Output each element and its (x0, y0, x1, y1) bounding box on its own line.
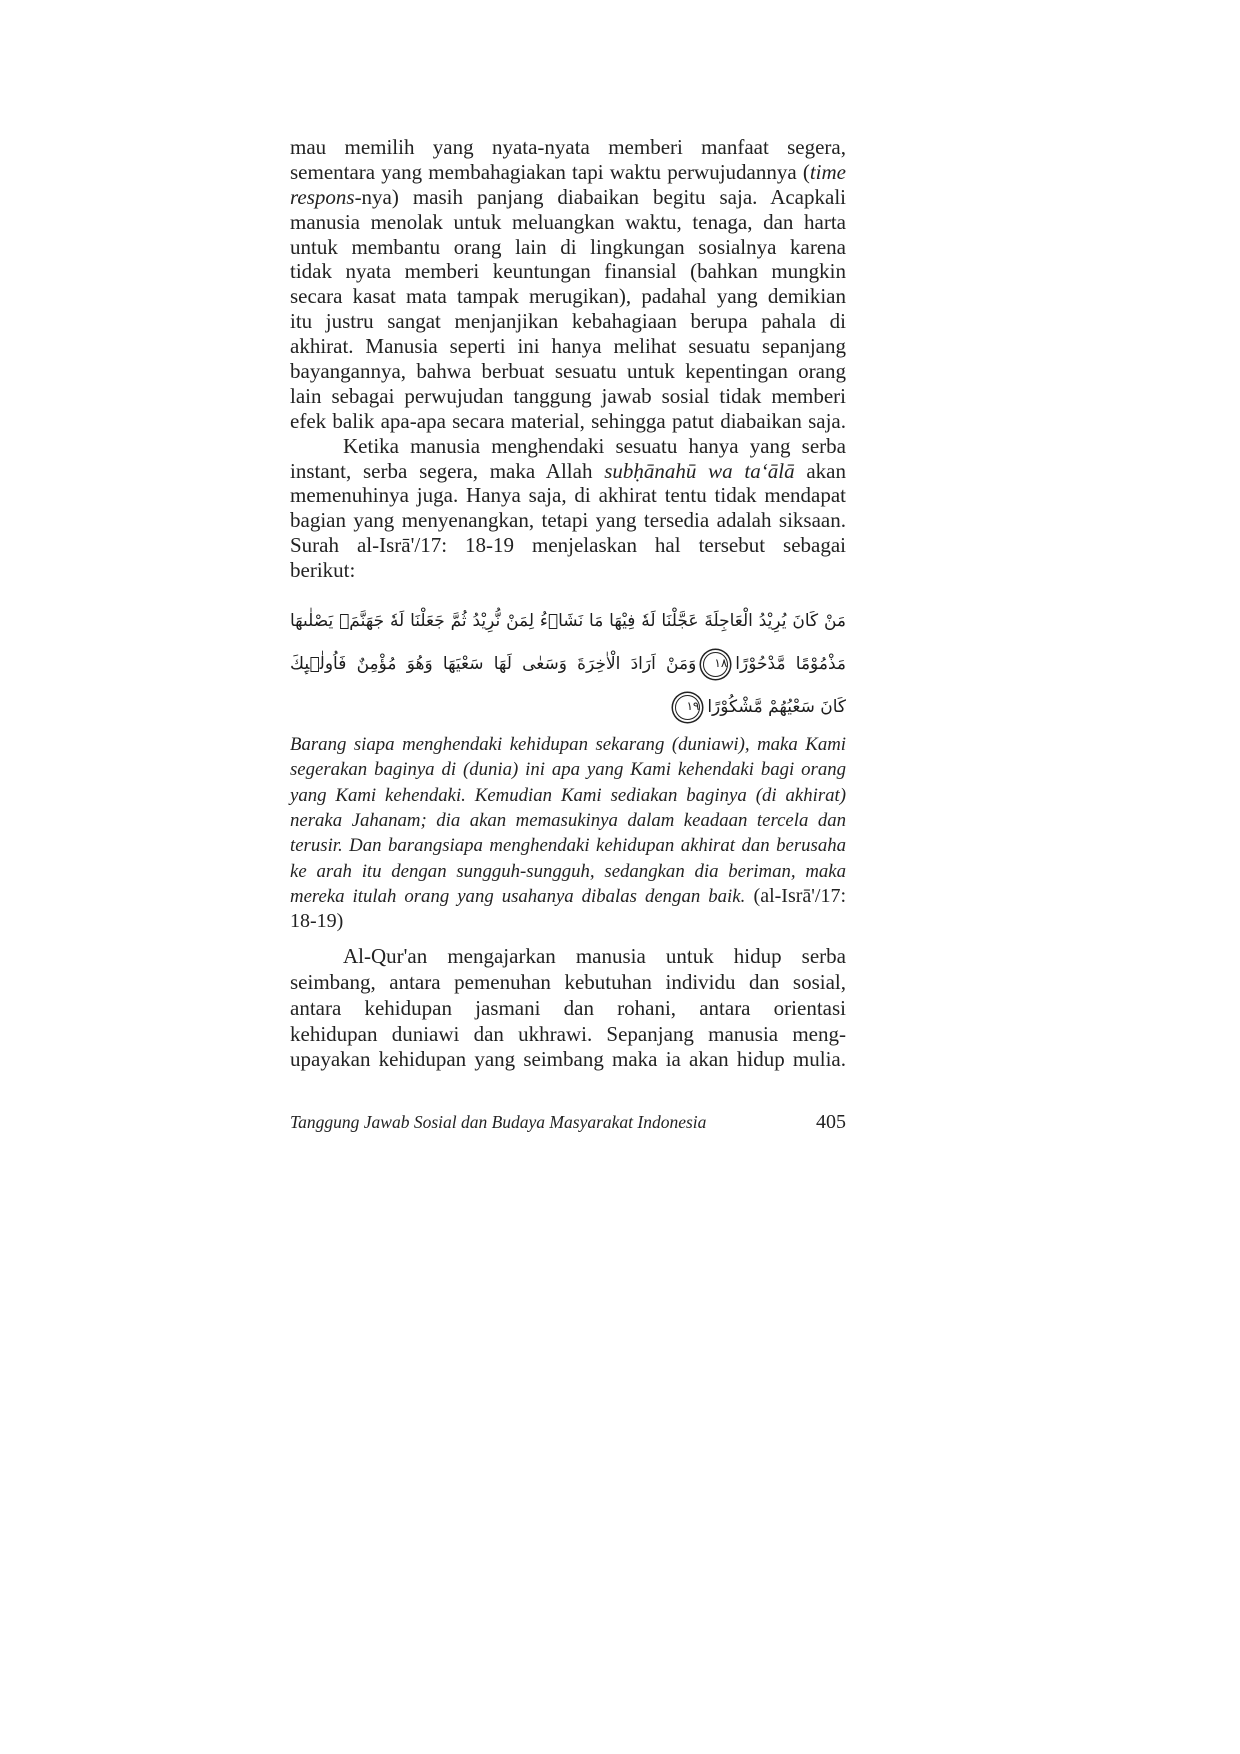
paragraph-1-line: lain sebagai perwujudan tanggung jawab sosial tidak memberi (290, 383, 846, 408)
paragraph-2-line: Surah al-Isrā'/17: 18-19 menjelaskan hal tersebut sebagai (290, 533, 846, 558)
paragraph-2 (290, 434, 846, 583)
paragraph-1-line: mau memilih yang nyata-nyata memberi manfaat segera, (290, 135, 846, 159)
paragraph-3 (290, 944, 846, 1073)
paragraph-3-line: kehidupan duniawi dan ukhrawi. Sepanjang manusia meng- (290, 1021, 846, 1046)
verse-reference: (al-Isrā'/17: (745, 884, 847, 907)
translation-line: terusir. Dan barangsiapa menghendaki kehidupan akhirat dan berusaha (290, 835, 846, 857)
paragraph-1-line: tidak nyata memberi keuntungan finansial (bahkan mungkin (290, 259, 846, 284)
page-footer (290, 1111, 846, 1134)
verse-translation (290, 732, 846, 934)
paragraph-2-line (290, 459, 846, 484)
paragraph-1-line: bayangannya, bahwa berbuat sesuatu untuk kepentingan orang (290, 359, 846, 384)
paragraph-2-line: Ketika manusia menghendaki sesuatu hanya yang serba (343, 433, 846, 458)
paragraph-1-line: manusia menolak untuk meluangkan waktu, tenaga, dan harta (290, 209, 846, 234)
paragraph-1-line: itu justru sangat menjanjikan kebahagiaan berupa pahala di (290, 309, 846, 334)
arabic-text: مَذْمُوْمًا مَّدْحُوْرًا (735, 654, 846, 675)
page-number: 405 (816, 1111, 846, 1134)
paragraph-2-line: berikut: (290, 558, 356, 583)
quran-verse-line (290, 643, 846, 686)
paragraph-3-line: upayakan kehidupan yang seimbang maka ia akan hidup mulia. (290, 1047, 846, 1072)
italic-term: subḥānahū wa ta‘ālā (604, 458, 795, 483)
line-text: -nya) masih panjang diabaikan begitu saja. Acapkali (354, 184, 846, 209)
arabic-text: كَانَ سَعْيُهُمْ مَّشْكُوْرًا (707, 697, 846, 718)
paragraph-3-line: seimbang, antara pemenuhan kebutuhan individu dan sosial, (290, 970, 846, 995)
translation-line: neraka Jahanam; dia akan memasukinya dalam keadaan tercela dan (290, 809, 846, 831)
verse-number-marker: ١٩ (675, 695, 700, 720)
paragraph-3-line: antara kehidupan jasmani dan rohani, antara orientasi (290, 995, 846, 1020)
paragraph-1-line: untuk membantu orang lain di lingkungan sosialnya karena (290, 234, 846, 259)
paragraph-1-line: secara kasat mata tampak merugikan), padahal yang demikian (290, 284, 846, 309)
translation-line: Barang siapa menghendaki kehidupan sekarang (duniawi), maka Kami (290, 734, 846, 756)
paragraph-2-line: memenuhinya juga. Hanya saja, di akhirat tentu tidak mendapat (290, 483, 846, 508)
translation-line: yang Kami kehendaki. Kemudian Kami sediakan baginya (di akhirat) (290, 784, 846, 806)
italic-term: time (809, 159, 846, 184)
verse-reference: 18-19) (290, 910, 344, 933)
translation-line (290, 884, 846, 909)
line-text: akan (794, 458, 846, 483)
arabic-text: وَمَنْ اَرَادَ الْاٰخِرَةَ وَسَعٰى لَهَا سَعْيَهَا وَهُوَ مُؤْمِنٌ فَاُولٰۤىِٕكَ (290, 654, 697, 675)
arabic-text: مَنْ كَانَ يُرِيْدُ الْعَاجِلَةَ عَجَّلْنَا لَهٗ فِيْهَا مَا نَشَاۤءُ لِمَنْ نُّرِيْدُ ثُمَّ جَعَلْنَا لَهٗ جَهَنَّمَۚ يَصْلٰىهَا (290, 611, 846, 632)
translation-line (290, 909, 846, 934)
paragraph-1-line (290, 160, 846, 185)
italic-term: respons (290, 184, 355, 209)
running-footer-title: Tanggung Jawab Sosial dan Budaya Masyarakat Indonesia (290, 1112, 707, 1133)
paragraph-1-line: akhirat. Manusia seperti ini hanya melihat sesuatu sepanjang (290, 334, 846, 359)
paragraph-1-line: efek balik apa-apa secara material, sehingga patut diabaikan saja. (290, 408, 846, 433)
quran-verse-line (290, 686, 846, 729)
quran-verse (290, 600, 846, 729)
paragraph-3-line: Al-Qur'an mengajarkan manusia untuk hidup serba (343, 944, 846, 969)
paragraph-1 (290, 135, 846, 434)
paragraph-2-line: bagian yang menyenangkan, tetapi yang tersedia adalah siksaan. (290, 508, 846, 533)
quran-verse-line (290, 600, 846, 643)
line-text: sementara yang membahagiakan tapi waktu perwujudannya ( (290, 159, 810, 184)
translation-line: ke arah itu dengan sungguh-sungguh, sedangkan dia beriman, maka (290, 860, 846, 882)
page-body (290, 135, 846, 1134)
translation-text: mereka itulah orang yang usahanya dibalas dengan baik. (290, 885, 746, 907)
verse-number-marker: ١٨ (703, 652, 728, 677)
translation-line: segerakan baginya di (dunia) ini apa yang Kami kehendaki bagi orang (290, 759, 846, 781)
line-text: instant, serba segera, maka Allah (290, 458, 605, 483)
paragraph-1-line (290, 185, 846, 210)
